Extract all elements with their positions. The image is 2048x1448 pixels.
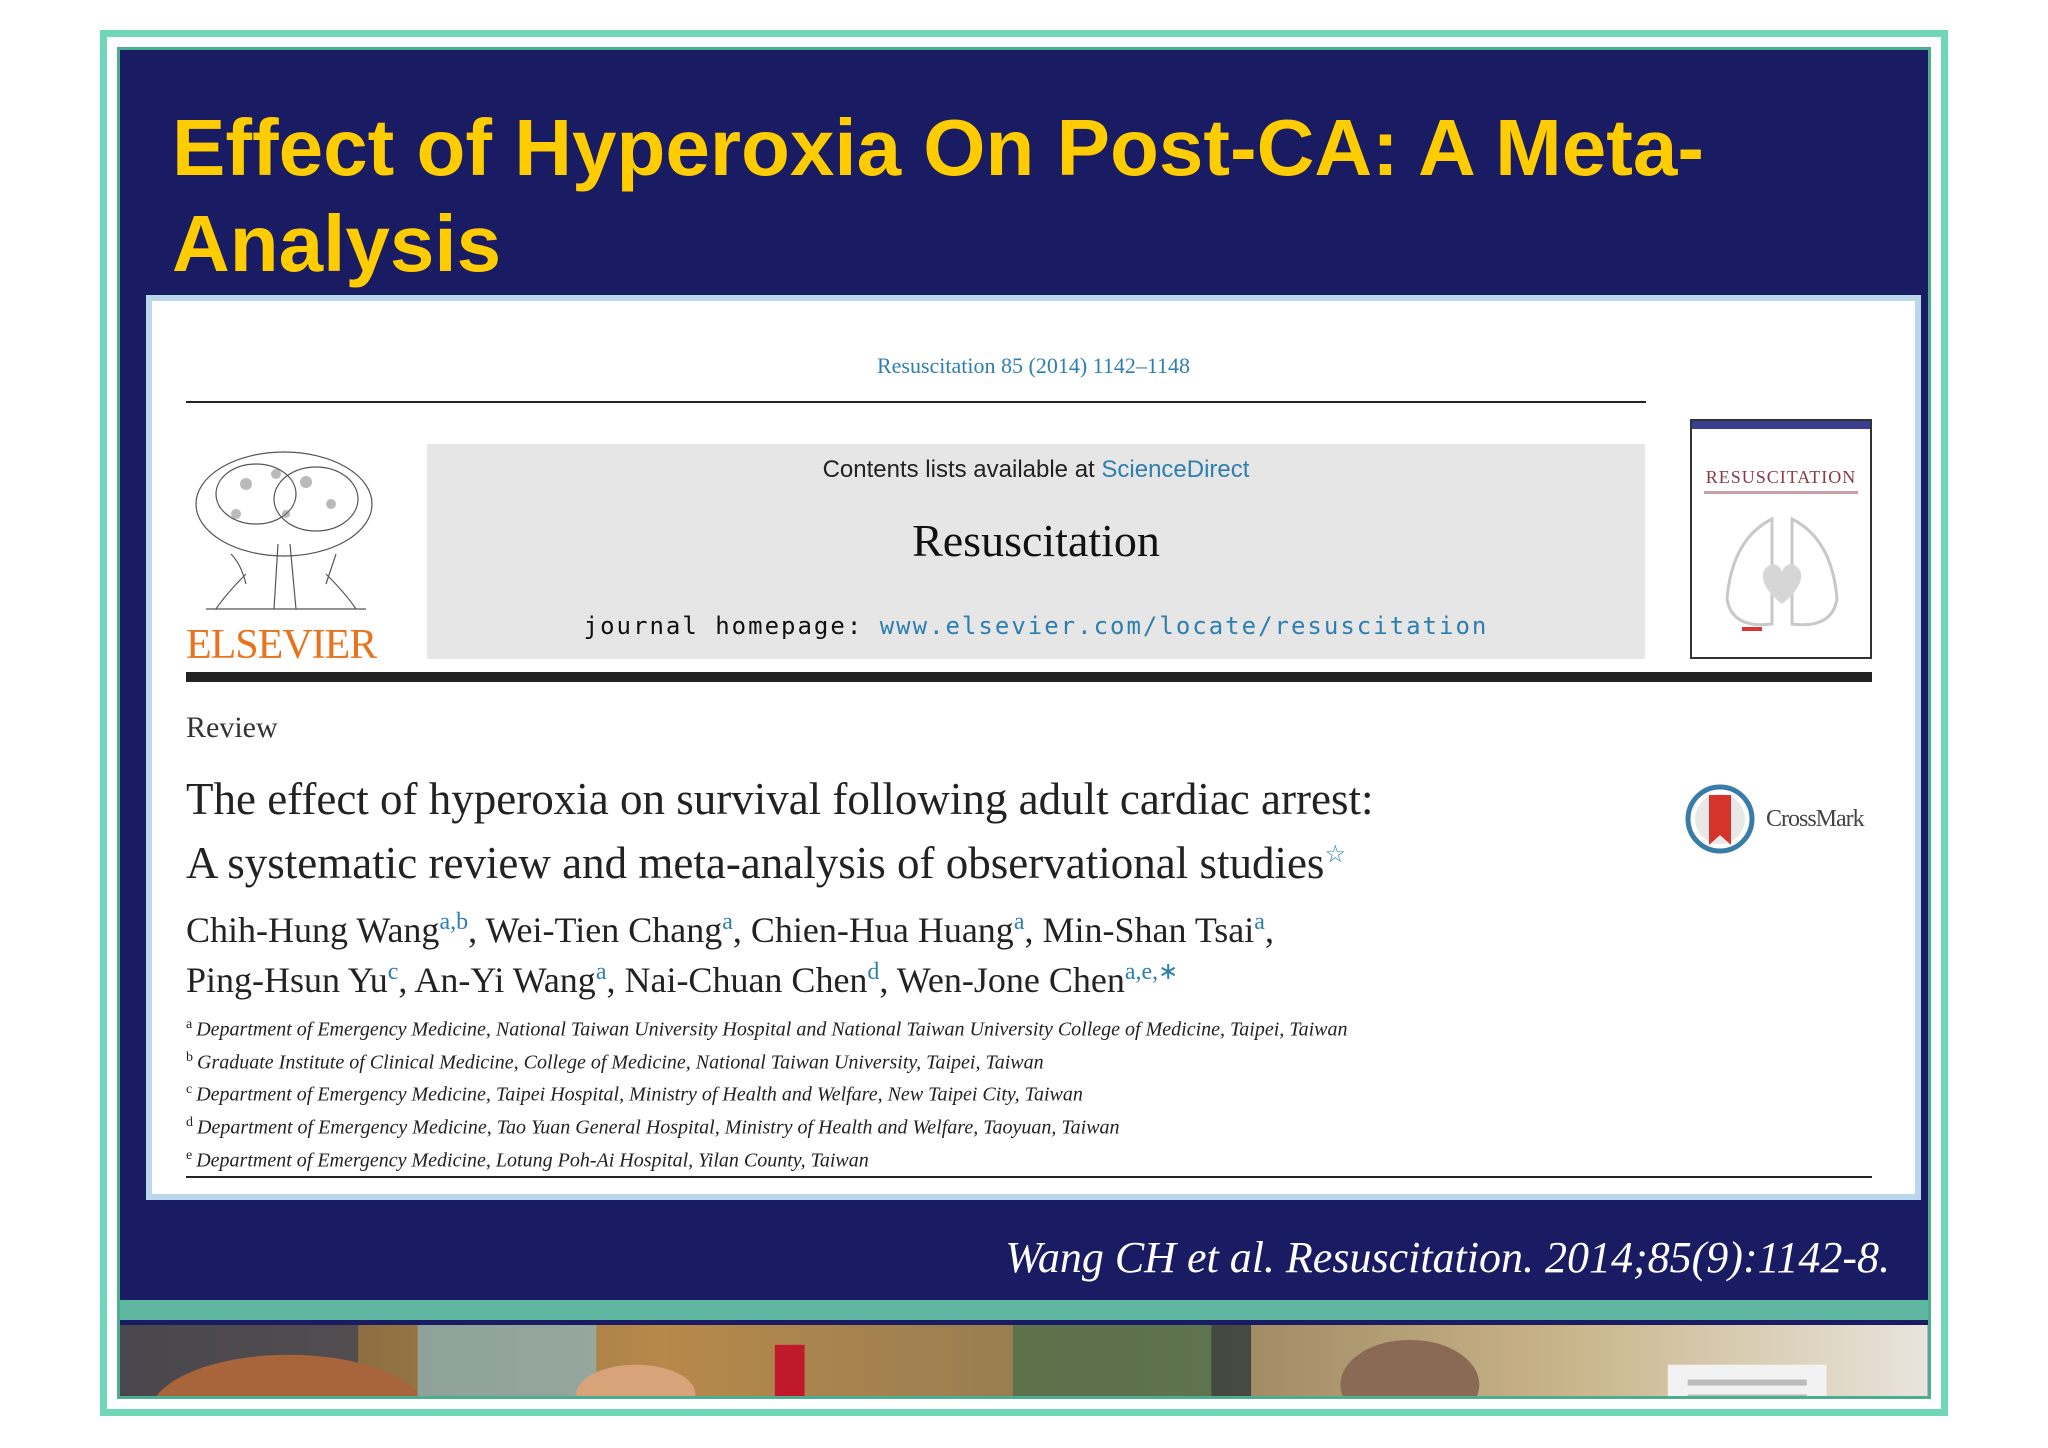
author-name: Chien-Hua Huang: [750, 910, 1014, 950]
author-name: Chih-Hung Wang: [186, 910, 440, 950]
author-separator: ,: [398, 960, 415, 1000]
affiliation-text: Department of Emergency Medicine, Lotung Poh-Ai Hospital, Yilan County, Taiwan: [196, 1149, 869, 1172]
author-affiliation-mark[interactable]: a,b: [439, 909, 469, 935]
journal-cover-thumbnail: [1690, 419, 1872, 659]
author-affiliation-mark[interactable]: d: [867, 959, 880, 985]
paper-title-line-1: The effect of hyperoxia on survival following adult cardiac arrest:: [186, 774, 1374, 824]
affiliation-item: [186, 1011, 1786, 1044]
slide: [117, 47, 1931, 1399]
author-separator: ,: [606, 960, 625, 1000]
author-affiliation-mark[interactable]: a: [1254, 909, 1265, 935]
contents-line: [427, 456, 1645, 484]
homepage-link[interactable]: www.elsevier.com/locate/resuscitation: [879, 612, 1489, 640]
homepage-prefix: journal homepage:: [583, 612, 880, 640]
cover-top-bar: [1692, 421, 1870, 429]
teal-band: [120, 1300, 1928, 1320]
contents-prefix: Contents lists available at: [822, 456, 1102, 483]
affiliation-text: Department of Emergency Medicine, Taipei Hospital, Ministry of Health and Welfare, New Taipei City, Taiwan: [196, 1083, 1083, 1106]
author-name: Nai-Chuan Chen: [624, 960, 868, 1000]
slide-reference: Wang CH et al. Resuscitation. 2014;85(9):1142-8.: [1005, 1233, 1890, 1282]
paper-title-line-2: A systematic review and meta-analysis of observational studies: [186, 838, 1325, 888]
paper-screenshot: [146, 295, 1921, 1200]
author-affiliation-mark[interactable]: a: [1013, 909, 1025, 935]
clinical-photo-strip: [120, 1325, 1928, 1399]
author-line-2: [186, 951, 1786, 1001]
header-thick-rule: [186, 672, 1872, 682]
journal-header-box: [427, 444, 1645, 659]
affiliation-item: [186, 1109, 1786, 1142]
author-name: Wen-Jone Chen: [896, 960, 1125, 1000]
affiliation-marker: e: [186, 1147, 193, 1163]
affiliation-marker: d: [186, 1114, 193, 1130]
title-footnote-mark: ☆: [1324, 842, 1346, 868]
author-name: An-Yi Wang: [414, 960, 596, 1000]
author-affiliation-mark[interactable]: a: [595, 959, 607, 985]
author-affiliation-mark[interactable]: a,e,∗: [1124, 959, 1179, 985]
affiliation-text: Graduate Institute of Clinical Medicine, College of Medicine, National Taiwan University, Taipei, Taiwan: [197, 1051, 1044, 1074]
affiliation-text: Department of Emergency Medicine, National Taiwan University Hospital and National Taiwan University College of Medicine, Taipei, Taiwan: [196, 1018, 1348, 1041]
article-type: Review: [186, 711, 278, 744]
author-name: Min-Shan Tsai: [1042, 910, 1255, 950]
journal-citation: Resuscitation 85 (2014) 1142–1148: [876, 353, 1191, 378]
author-affiliation-mark[interactable]: c: [387, 959, 399, 985]
author-affiliation-mark[interactable]: a: [722, 909, 733, 935]
cover-subtitle-rule: [1704, 491, 1858, 494]
footer-rule: [186, 1176, 1872, 1178]
cover-title: RESUSCITATION: [1705, 467, 1857, 487]
homepage-line: [427, 612, 1645, 640]
author-separator: ,: [1264, 910, 1274, 950]
author-separator: ,: [879, 960, 897, 1000]
author-separator: ,: [468, 910, 486, 950]
author-name: Ping-Hsun Yu: [186, 960, 388, 1000]
sciencedirect-link[interactable]: ScienceDirect: [1101, 456, 1250, 483]
author-list: [186, 901, 1786, 1001]
author-separator: ,: [732, 910, 751, 950]
author-separator: ,: [1024, 910, 1043, 950]
journal-name: Resuscitation: [912, 515, 1160, 566]
affiliation-list: [186, 1011, 1786, 1174]
affiliation-marker: c: [186, 1082, 193, 1098]
elsevier-wordmark: ELSEVIER: [186, 622, 377, 668]
affiliation-item: [186, 1044, 1786, 1077]
affiliation-marker: a: [186, 1017, 193, 1032]
slide-frame: [100, 30, 1948, 1416]
paper-title: [186, 771, 1586, 891]
author-name: Wei-Tien Chang: [485, 910, 723, 950]
header-rule: [186, 401, 1646, 403]
slide-title: Effect of Hyperoxia On Post-CA: A Meta-Analysis: [172, 103, 1704, 288]
affiliation-item: [186, 1076, 1786, 1109]
affiliation-marker: b: [186, 1049, 193, 1065]
crossmark-label[interactable]: CrossMark: [1766, 806, 1864, 832]
author-line-1: [186, 901, 1786, 951]
lungs-heart-icon: [1712, 509, 1852, 639]
affiliation-text: Department of Emergency Medicine, Tao Yuan General Hospital, Ministry of Health and Welfare, Taoyuan, Taiwan: [197, 1116, 1120, 1139]
affiliation-item: [186, 1142, 1786, 1175]
